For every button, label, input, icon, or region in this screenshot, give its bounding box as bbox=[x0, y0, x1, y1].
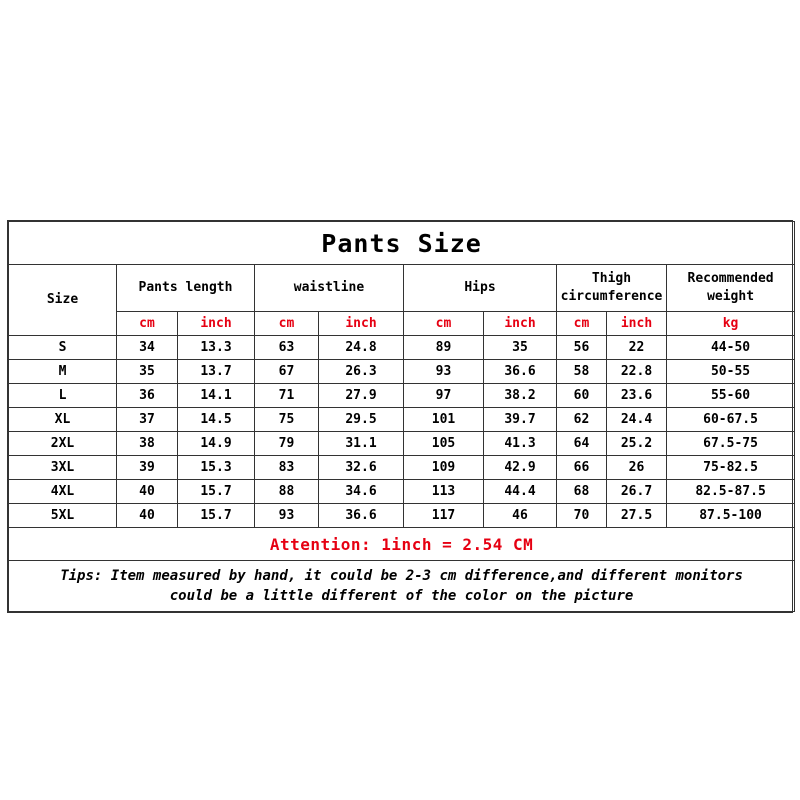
table-cell: 117 bbox=[404, 504, 484, 528]
table-cell: 44-50 bbox=[667, 336, 795, 360]
unit-cell: cm bbox=[557, 312, 607, 336]
table-cell: 15.7 bbox=[178, 480, 255, 504]
weight-header-line2: weight bbox=[707, 289, 755, 304]
table-cell: 60 bbox=[557, 384, 607, 408]
table-cell: 32.6 bbox=[319, 456, 404, 480]
table-row bbox=[9, 360, 795, 384]
size-label-cell: 2XL bbox=[9, 432, 117, 456]
table-cell: 24.8 bbox=[319, 336, 404, 360]
table-cell: 66 bbox=[557, 456, 607, 480]
table-cell: 71 bbox=[255, 384, 319, 408]
size-label-cell: S bbox=[9, 336, 117, 360]
table-cell: 14.5 bbox=[178, 408, 255, 432]
table-cell: 36.6 bbox=[484, 360, 557, 384]
table-cell: 75 bbox=[255, 408, 319, 432]
table-cell: 29.5 bbox=[319, 408, 404, 432]
thigh-header bbox=[557, 265, 667, 312]
unit-cell: kg bbox=[667, 312, 795, 336]
table-cell: 113 bbox=[404, 480, 484, 504]
table-cell: 88 bbox=[255, 480, 319, 504]
table-cell: 22 bbox=[607, 336, 667, 360]
unit-cell: cm bbox=[255, 312, 319, 336]
thigh-header-line2: circumference bbox=[560, 289, 663, 304]
attention-note: Attention: 1inch = 2.54 CM bbox=[9, 528, 795, 561]
table-cell: 13.7 bbox=[178, 360, 255, 384]
table-cell: 35 bbox=[484, 336, 557, 360]
table-cell: 39 bbox=[117, 456, 178, 480]
unit-cell: inch bbox=[319, 312, 404, 336]
table-cell: 87.5-100 bbox=[667, 504, 795, 528]
table-cell: 44.4 bbox=[484, 480, 557, 504]
size-header: Size bbox=[9, 265, 117, 336]
table-cell: 36 bbox=[117, 384, 178, 408]
table-cell: 26 bbox=[607, 456, 667, 480]
table-cell: 60-67.5 bbox=[667, 408, 795, 432]
table-row bbox=[9, 456, 795, 480]
table-row bbox=[9, 504, 795, 528]
table-cell: 25.2 bbox=[607, 432, 667, 456]
table-cell: 39.7 bbox=[484, 408, 557, 432]
table-cell: 93 bbox=[255, 504, 319, 528]
table-cell: 36.6 bbox=[319, 504, 404, 528]
table-cell: 50-55 bbox=[667, 360, 795, 384]
table-cell: 75-82.5 bbox=[667, 456, 795, 480]
table-cell: 56 bbox=[557, 336, 607, 360]
table-cell: 46 bbox=[484, 504, 557, 528]
table-cell: 109 bbox=[404, 456, 484, 480]
size-label-cell: 4XL bbox=[9, 480, 117, 504]
table-cell: 82.5-87.5 bbox=[667, 480, 795, 504]
weight-header-line1: Recommended bbox=[687, 271, 774, 286]
table-cell: 64 bbox=[557, 432, 607, 456]
table-cell: 13.3 bbox=[178, 336, 255, 360]
table-cell: 67.5-75 bbox=[667, 432, 795, 456]
table-cell: 26.7 bbox=[607, 480, 667, 504]
weight-header bbox=[667, 265, 795, 312]
table-row bbox=[9, 384, 795, 408]
table-cell: 89 bbox=[404, 336, 484, 360]
size-chart bbox=[7, 220, 793, 613]
hips-header: Hips bbox=[404, 265, 557, 312]
unit-cell: inch bbox=[607, 312, 667, 336]
table-cell: 24.4 bbox=[607, 408, 667, 432]
table-cell: 35 bbox=[117, 360, 178, 384]
table-cell: 14.9 bbox=[178, 432, 255, 456]
table-cell: 79 bbox=[255, 432, 319, 456]
table-cell: 14.1 bbox=[178, 384, 255, 408]
table-cell: 63 bbox=[255, 336, 319, 360]
table-cell: 40 bbox=[117, 504, 178, 528]
size-label-cell: L bbox=[9, 384, 117, 408]
table-row bbox=[9, 336, 795, 360]
table-cell: 101 bbox=[404, 408, 484, 432]
unit-cell: inch bbox=[484, 312, 557, 336]
table-cell: 105 bbox=[404, 432, 484, 456]
table-cell: 38 bbox=[117, 432, 178, 456]
table-cell: 67 bbox=[255, 360, 319, 384]
table-cell: 15.3 bbox=[178, 456, 255, 480]
table-cell: 97 bbox=[404, 384, 484, 408]
table-cell: 34.6 bbox=[319, 480, 404, 504]
tips-line-2: could be a little different of the color on the picture bbox=[169, 588, 634, 604]
table-row bbox=[9, 480, 795, 504]
size-table bbox=[8, 221, 795, 612]
table-cell: 62 bbox=[557, 408, 607, 432]
table-cell: 58 bbox=[557, 360, 607, 384]
table-cell: 83 bbox=[255, 456, 319, 480]
table-cell: 93 bbox=[404, 360, 484, 384]
table-cell: 26.3 bbox=[319, 360, 404, 384]
unit-cell: inch bbox=[178, 312, 255, 336]
table-cell: 34 bbox=[117, 336, 178, 360]
table-cell: 27.9 bbox=[319, 384, 404, 408]
table-row bbox=[9, 408, 795, 432]
unit-cell: cm bbox=[117, 312, 178, 336]
table-cell: 40 bbox=[117, 480, 178, 504]
unit-cell: cm bbox=[404, 312, 484, 336]
table-cell: 42.9 bbox=[484, 456, 557, 480]
unit-row bbox=[9, 312, 795, 336]
table-cell: 15.7 bbox=[178, 504, 255, 528]
size-label-cell: XL bbox=[9, 408, 117, 432]
size-label-cell: M bbox=[9, 360, 117, 384]
table-cell: 68 bbox=[557, 480, 607, 504]
table-cell: 55-60 bbox=[667, 384, 795, 408]
waistline-header: waistline bbox=[255, 265, 404, 312]
table-row bbox=[9, 432, 795, 456]
table-cell: 41.3 bbox=[484, 432, 557, 456]
table-cell: 22.8 bbox=[607, 360, 667, 384]
size-label-cell: 5XL bbox=[9, 504, 117, 528]
thigh-header-line1: Thigh bbox=[591, 271, 632, 286]
table-cell: 27.5 bbox=[607, 504, 667, 528]
chart-title: Pants Size bbox=[9, 222, 795, 265]
pants-length-header: Pants length bbox=[117, 265, 255, 312]
table-cell: 70 bbox=[557, 504, 607, 528]
size-label-cell: 3XL bbox=[9, 456, 117, 480]
tips-line-1: Tips: Item measured by hand, it could be 2-3 cm difference,and different monitors bbox=[60, 568, 743, 584]
table-cell: 31.1 bbox=[319, 432, 404, 456]
tips-note bbox=[9, 561, 795, 612]
table-cell: 38.2 bbox=[484, 384, 557, 408]
table-cell: 37 bbox=[117, 408, 178, 432]
table-cell: 23.6 bbox=[607, 384, 667, 408]
